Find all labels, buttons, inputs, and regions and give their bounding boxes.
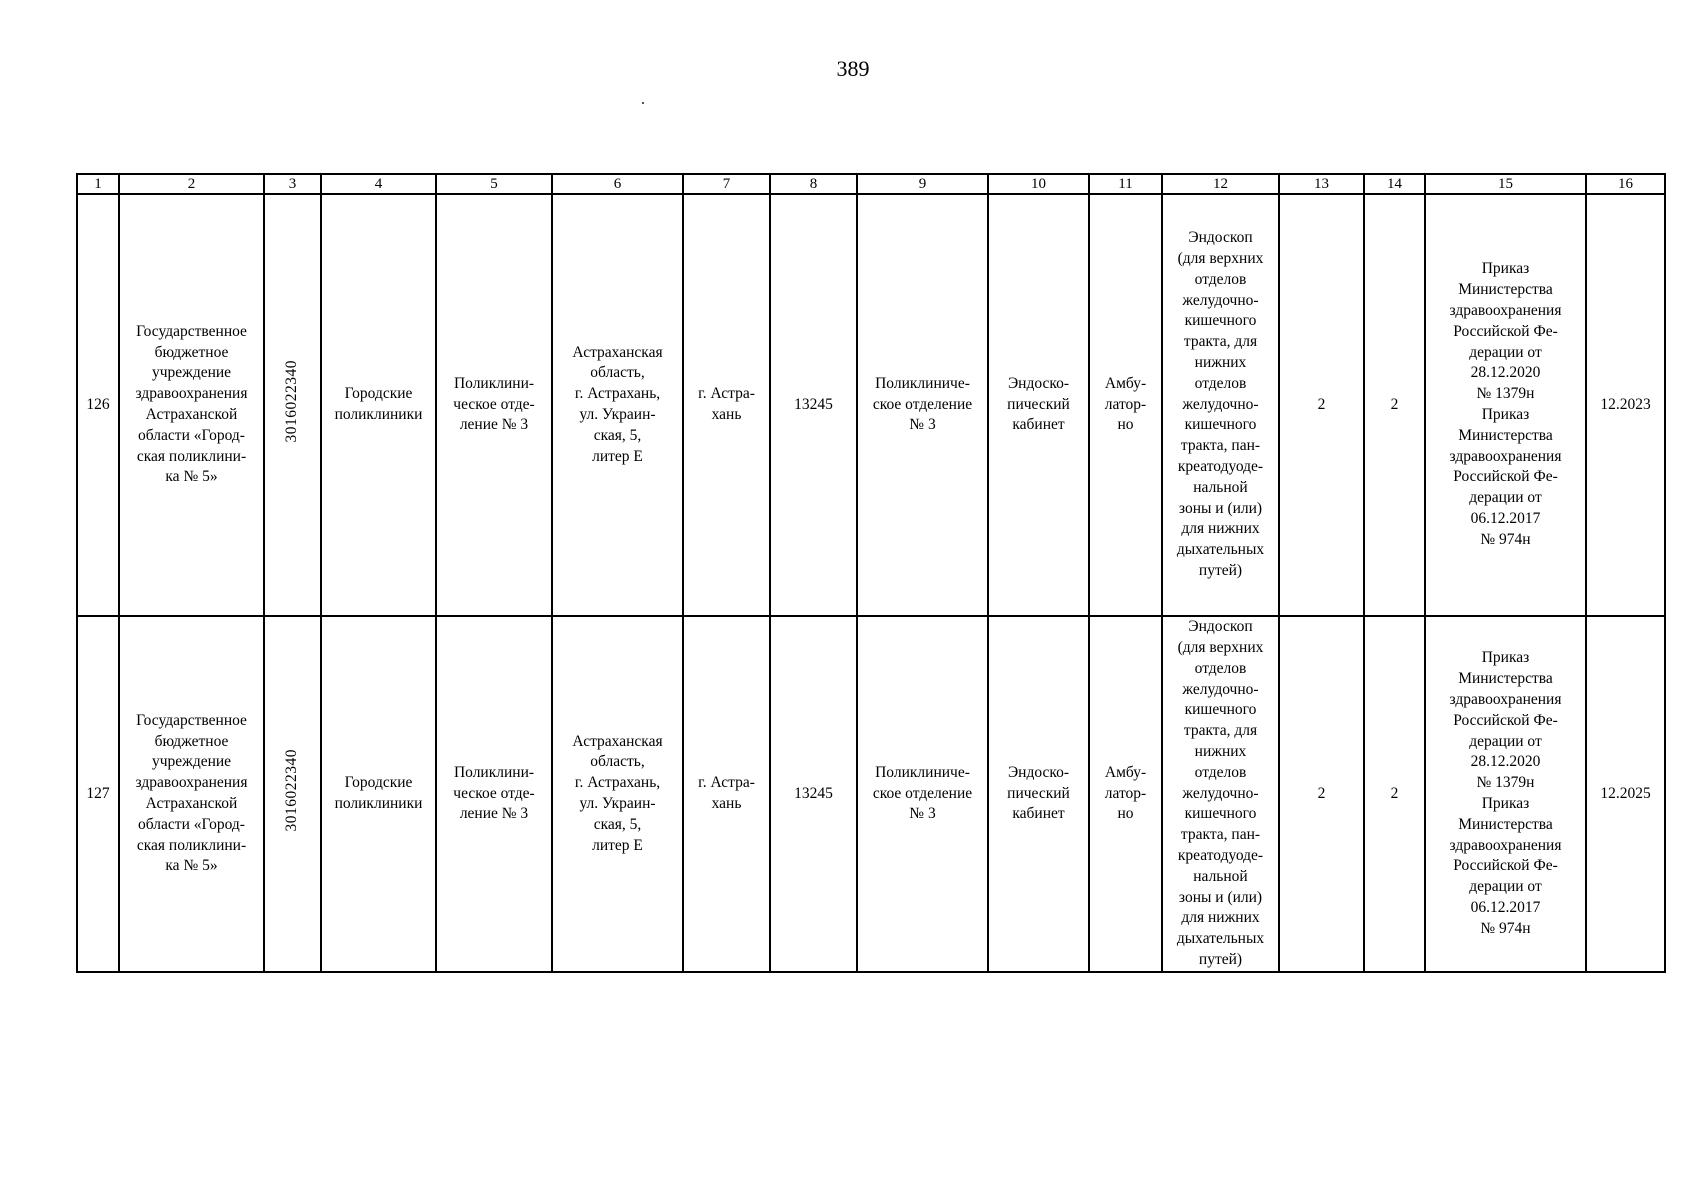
quantity-cell: 2 — [1364, 616, 1425, 972]
column-header: 12 — [1162, 174, 1279, 194]
inn-cell — [264, 616, 321, 972]
column-header: 15 — [1425, 174, 1586, 194]
quantity-cell: 2 — [1279, 616, 1364, 972]
inn-cell — [264, 194, 321, 616]
locality-cell: г. Астра- хань — [683, 616, 770, 972]
column-header: 3 — [264, 174, 321, 194]
column-header: 8 — [770, 174, 857, 194]
locality-cell: г. Астра- хань — [683, 194, 770, 616]
column-header: 4 — [321, 174, 436, 194]
code-cell: 13245 — [770, 616, 857, 972]
column-header: 5 — [436, 174, 552, 194]
department-cell: Поликлиниче- ское отделение № 3 — [857, 616, 988, 972]
address-cell: Астраханская область, г. Астрахань, ул. Украин- ская, 5, литер Е — [552, 194, 683, 616]
column-header: 7 — [683, 174, 770, 194]
institution-type-cell: Городские поликлиники — [321, 194, 436, 616]
column-header: 11 — [1089, 174, 1162, 194]
organization-cell: Государственное бюджетное учреждение здравоохранения Астраханской области «Город- ская поликлини- ка № 5» — [119, 194, 264, 616]
table-row — [77, 616, 1665, 972]
inn-text: 3016022340 — [283, 360, 301, 443]
column-header: 14 — [1364, 174, 1425, 194]
column-header: 1 — [77, 174, 119, 194]
division-cell: Поликлини- ческое отде- ление № 3 — [436, 194, 552, 616]
equipment-cell: Эндоскоп (для верхних отделов желудочно- кишечного тракта, для нижних отделов желудочно- кишечного тракта, пан- креатодуоде- нальной зоны и (или) для нижних дыхательных путей) — [1162, 616, 1279, 972]
quantity-cell: 2 — [1279, 194, 1364, 616]
care-form-cell: Амбу- латор- но — [1089, 194, 1162, 616]
column-number-row — [77, 174, 1665, 194]
division-cell: Поликлини- ческое отде- ление № 3 — [436, 616, 552, 972]
scan-speck — [642, 102, 644, 104]
date-cell: 12.2025 — [1586, 616, 1665, 972]
institution-type-cell: Городские поликлиники — [321, 616, 436, 972]
code-cell: 13245 — [770, 194, 857, 616]
inn-text: 3016022340 — [283, 749, 301, 832]
room-cell: Эндоско- пический кабинет — [988, 616, 1089, 972]
column-header: 9 — [857, 174, 988, 194]
room-cell: Эндоско- пический кабинет — [988, 194, 1089, 616]
order-cell: Приказ Министерства здравоохранения Российской Фе- дерации от 28.12.2020 № 1379н Приказ Министерства здравоохранения Российской Фе- дерации от 06.12.2017 № 974н — [1425, 616, 1586, 972]
column-header: 16 — [1586, 174, 1665, 194]
page-number: 389 — [836, 56, 870, 81]
row-number: 126 — [77, 194, 119, 616]
department-cell: Поликлиниче- ское отделение № 3 — [857, 194, 988, 616]
column-header: 6 — [552, 174, 683, 194]
order-cell: Приказ Министерства здравоохранения Российской Фе- дерации от 28.12.2020 № 1379н Приказ Министерства здравоохранения Российской Фе- дерации от 06.12.2017 № 974н — [1425, 194, 1586, 616]
column-header: 10 — [988, 174, 1089, 194]
column-header: 13 — [1279, 174, 1364, 194]
organization-cell: Государственное бюджетное учреждение здравоохранения Астраханской области «Город- ская поликлини- ка № 5» — [119, 616, 264, 972]
column-header: 2 — [119, 174, 264, 194]
registry-table — [76, 173, 1666, 973]
address-cell: Астраханская область, г. Астрахань, ул. Украин- ская, 5, литер Е — [552, 616, 683, 972]
care-form-cell: Амбу- латор- но — [1089, 616, 1162, 972]
table-row — [77, 194, 1665, 616]
quantity-cell: 2 — [1364, 194, 1425, 616]
row-number: 127 — [77, 616, 119, 972]
date-cell: 12.2023 — [1586, 194, 1665, 616]
equipment-cell: Эндоскоп (для верхних отделов желудочно- кишечного тракта, для нижних отделов желудочно- кишечного тракта, пан- креатодуоде- нальной зоны и (или) для нижних дыхательных путей) — [1162, 194, 1279, 616]
